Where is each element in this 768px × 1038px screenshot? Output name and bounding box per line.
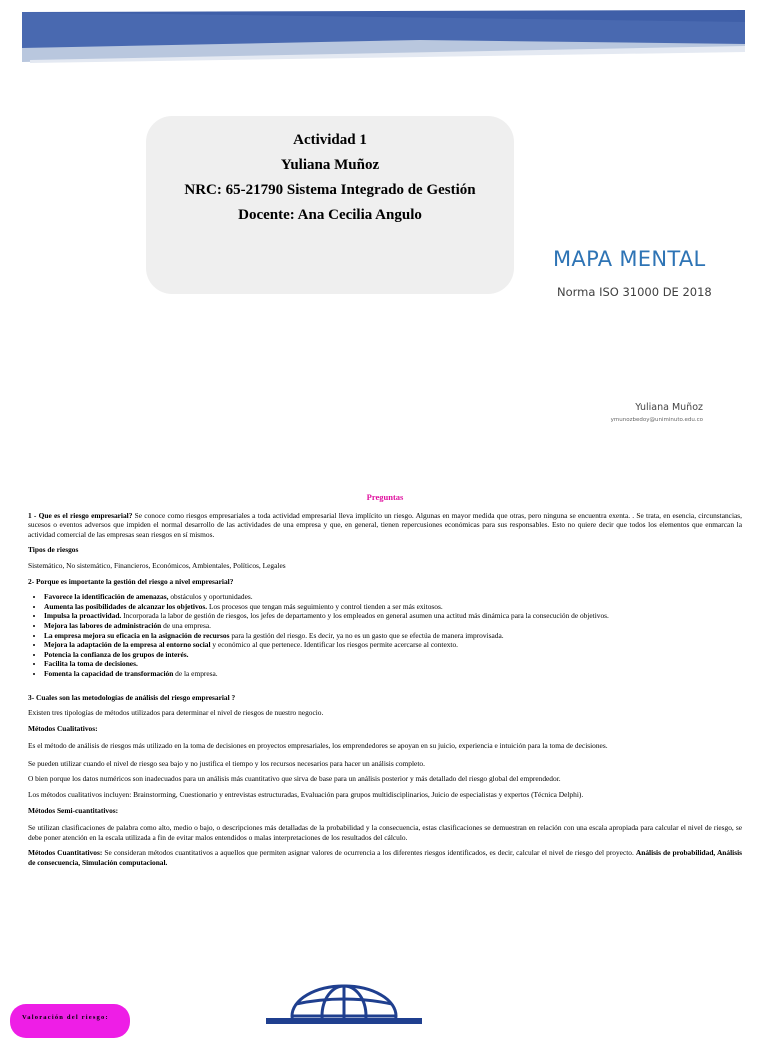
question-1 bbox=[28, 511, 742, 540]
list-item bbox=[44, 592, 742, 602]
list-item bbox=[44, 602, 742, 612]
activity-title: Actividad 1 bbox=[293, 132, 367, 148]
question-3-title: 3- Cuales son las metodologías de análisis del riesgo empresarial ? bbox=[28, 692, 236, 702]
list-item-bold: Impulsa la proactividad. bbox=[44, 611, 122, 621]
list-item-bold: Potencia la confianza de los grupos de interés. bbox=[44, 649, 189, 659]
qualitative-title: Métodos Cualitativos: bbox=[28, 723, 98, 733]
question-3-intro: Existen tres tipologías de métodos utilizados para determinar el nivel de riesgos de nuestro negocio. bbox=[28, 708, 324, 718]
question-2-title: 2- Porque es importante la gestión del riesgo a nivel empresarial? bbox=[28, 576, 234, 586]
header-banner bbox=[0, 0, 768, 70]
cover-title: MAPA MENTAL bbox=[553, 247, 706, 271]
list-item-bold: Aumenta las posibilidades de alcanzar los objetivos. bbox=[44, 601, 208, 611]
list-item bbox=[44, 621, 742, 631]
cover-author: Yuliana Muñoz bbox=[635, 402, 703, 413]
qualitative-paragraph-1: Es el método de análisis de riesgos más utilizado en la toma de decisiones en proyectos empresariales, los emprendedores se apoyan en su juicio, experiencia e intuición para la toma de decisiones. bbox=[28, 741, 608, 751]
qualitative-paragraph-3: O bien porque los datos numéricos son inadecuados para un análisis más cuantitativo que sirva de base para un análisis posterior y más detallado del riesgo global del emprendedor. bbox=[28, 774, 561, 784]
list-item bbox=[44, 611, 742, 621]
risk-types-list: Sistemático, No sistemático, Financieros, Económicos, Ambientales, Políticos, Legales bbox=[28, 560, 286, 570]
list-item-bold: Favorece la identificación de amenazas, bbox=[44, 592, 169, 602]
list-item-text: de la empresa. bbox=[173, 668, 218, 678]
risk-types-title: Tipos de riesgos bbox=[28, 545, 79, 555]
list-item-bold: Mejora las labores de administración bbox=[44, 620, 162, 630]
qualitative-paragraph-2: Se pueden utilizar cuando el nivel de riesgo sea bajo y no justifica el tiempo y los recursos necesarios para hacer un análisis completo. bbox=[28, 758, 425, 768]
quantitative-title: Métodos Cuantitativos: bbox=[28, 848, 103, 858]
title-card bbox=[146, 116, 514, 294]
list-item-text: Incorporada la labor de gestión de riesgos, los jefes de departamento y los empleados en general asumen una actitud más dinámica para la consecución de objetivos. bbox=[121, 611, 609, 621]
semi-quantitative-title: Métodos Semi-cuantitativos: bbox=[28, 805, 119, 815]
section-title: Preguntas bbox=[366, 492, 404, 502]
badge-label: Valoración del riesgo: bbox=[22, 1014, 109, 1021]
list-item-bold: Fomenta la capacidad de transformación bbox=[44, 668, 174, 678]
list-item bbox=[44, 640, 742, 650]
quantitative-paragraph bbox=[28, 848, 742, 867]
list-item-text: Los procesos que tengan más seguimiento y control tienden a ser más exitosos. bbox=[207, 601, 443, 611]
list-item bbox=[44, 650, 742, 660]
document-body bbox=[28, 493, 742, 874]
list-item-text: obstáculos y oportunidades. bbox=[168, 592, 253, 602]
list-item-text: y económico al que pertenece. Identificar los riesgos permite acercarse al contexto. bbox=[210, 640, 459, 650]
importance-list bbox=[28, 592, 742, 678]
list-item-bold: Mejora la adaptación de la empresa al entorno social bbox=[44, 640, 211, 650]
quantitative-methods: Análisis de probabilidad, Análisis de consecuencia, Simulación computacional. bbox=[28, 848, 743, 868]
list-item bbox=[44, 669, 742, 679]
risk-valuation-badge bbox=[10, 1004, 130, 1038]
cover-email: ymunozbedoy@uniminuto.edu.co bbox=[610, 417, 703, 423]
cover-subtitle: Norma ISO 31000 DE 2018 bbox=[557, 285, 712, 299]
teacher-name: Docente: Ana Cecilia Angulo bbox=[238, 207, 422, 223]
qualitative-paragraph-4: Los métodos cualitativos incluyen: Brainstorming, Cuestionario y entrevistas estructuradas, Evaluación para grupos multidisciplinarios, Juicio de especialistas y expertos (Técnica Delphi). bbox=[28, 790, 584, 800]
list-item-text: para la gestión del riesgo. Es decir, ya no es un gasto que se efectúa de manera improvisada. bbox=[229, 630, 504, 640]
list-item-text: de una empresa. bbox=[161, 620, 211, 630]
course-nrc: NRC: 65-21790 Sistema Integrado de Gestión bbox=[184, 182, 476, 198]
list-item-bold: Facilita la toma de decisiones. bbox=[44, 659, 138, 669]
iso-globe-logo-icon bbox=[266, 980, 422, 1024]
question-1-title: 1 - Que es el riesgo empresarial? bbox=[28, 510, 133, 520]
student-name: Yuliana Muñoz bbox=[280, 157, 380, 173]
quantitative-text: Se consideran métodos cuantitativos a aquellos que permiten asignar valores de ocurrencia a los diferentes riesgos identificados, es decir, calcular el nivel de riesgo del proyecto. bbox=[102, 848, 636, 858]
question-1-answer: Se conoce como riesgos empresariales a toda actividad empresarial lleva implícito un riesgo. Algunas en mayor medida que otras, pero ninguna se encuentra exenta. . Se trata, en esencia, circunstancias, sucesos o eventos adversos que impiden el normal desarrollo de las actividades de una empresa y que, en general, tienen repercusiones económicas para sus responsables. Esto no quiere decir que todos los elementos que enmarcan la actividad comercial de las empresas sean riesgos en sí mismos. bbox=[28, 510, 743, 539]
list-item bbox=[44, 631, 742, 641]
list-item bbox=[44, 659, 742, 669]
list-item-bold: La empresa mejora su eficacia en la asignación de recursos bbox=[44, 630, 230, 640]
semi-quantitative-paragraph: Se utilizan clasificaciones de palabra como alto, medio o bajo, o descripciones más detalladas de la probabilidad y la consecuencia, estas clasificaciones se demuestran en relación con una escala apropiada para calcular el nivel de riesgo, se debe poner atención en la escala utilizada a fin de evitar malos entendidos o malas interpretaciones de los resultados del cálculo. bbox=[28, 823, 742, 842]
